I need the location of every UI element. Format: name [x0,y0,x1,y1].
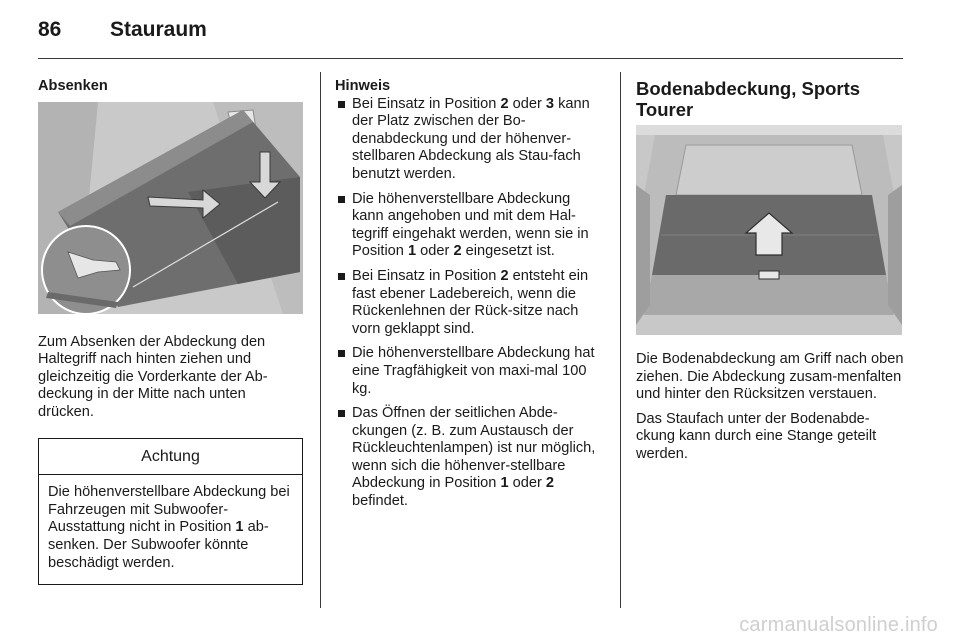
floor-cover-illustration [636,125,902,335]
list-item: Bei Einsatz in Position 2 entsteht ein fast ebener Ladebereich, wenn die Rückenlehnen der Rück-sitze nach vorn geklappt sind. [335,268,605,338]
storage-divider-note: Das Staufach unter der Bodenabde-ckung kann durch eine Stange geteilt werden. [636,410,877,462]
lowering-instruction: Zum Absenken der Abdeckung den Haltegriff nach hinten ziehen und gleichzeitig die Vorderkante der Ab-deckung in der Mitte nach unten drücken. [38,333,268,420]
list-item: Die höhenverstellbare Abdeckung kann angehoben und mit dem Hal-tegriff eingehakt werden, wenn sie in Position 1 oder 2 eingesetzt ist. [335,191,605,261]
warning-text: Die höhenverstellbare Abdeckung bei Fahrzeugen mit Subwoofer-Ausstattung nicht in Position 1 ab-senken. Der Subwoofer könnte beschädigt werden. [48,484,290,571]
subheading-absenken: Absenken [38,78,108,94]
list-item: Das Öffnen der seitlichen Abde-ckungen (z. B. zum Austausch der Rückleuchtenlampen) ist nur möglich, wenn sich die höhenver-stellbare Abdeckung in Position 1 oder 2 befindet. [335,405,605,511]
cover-lowering-illustration [38,102,303,314]
warning-box [38,438,303,586]
bullet-square-icon [338,101,345,108]
list-item: Die höhenverstellbare Abdeckung hat eine Tragfähigkeit von maxi-mal 100 kg. [335,345,605,398]
column-3 [636,78,904,471]
floor-cover-instruction: Die Bodenabdeckung am Griff nach oben ziehen. Die Abdeckung zusam-menfalten und hinter den Rücksitzen verstauen. [636,351,904,403]
header-rule [38,58,903,59]
page-number: 86 [38,18,62,41]
section-title: Bodenabdeckung, Sports Tourer [636,78,861,120]
hint-list [335,96,605,511]
bullet-square-icon [338,196,345,203]
list-item: Bei Einsatz in Position 2 oder 3 kann der Platz zwischen der Bo-denabdeckung und der höhenver-stellbaren Abdeckung als Stau-fach benutzt werden. [335,96,605,184]
bullet-square-icon [338,273,345,280]
column-divider-1 [320,72,321,608]
column-divider-2 [620,72,621,608]
page-title: Stauraum [110,18,207,41]
column-1 [38,78,303,585]
bullet-square-icon [338,350,345,357]
warning-title: Achtung [39,439,302,476]
hint-title: Hinweis [335,78,391,94]
column-2 [335,78,605,518]
bullet-square-icon [338,410,345,417]
page-header [38,18,207,42]
watermark: carmanualsonline.info [739,614,938,636]
